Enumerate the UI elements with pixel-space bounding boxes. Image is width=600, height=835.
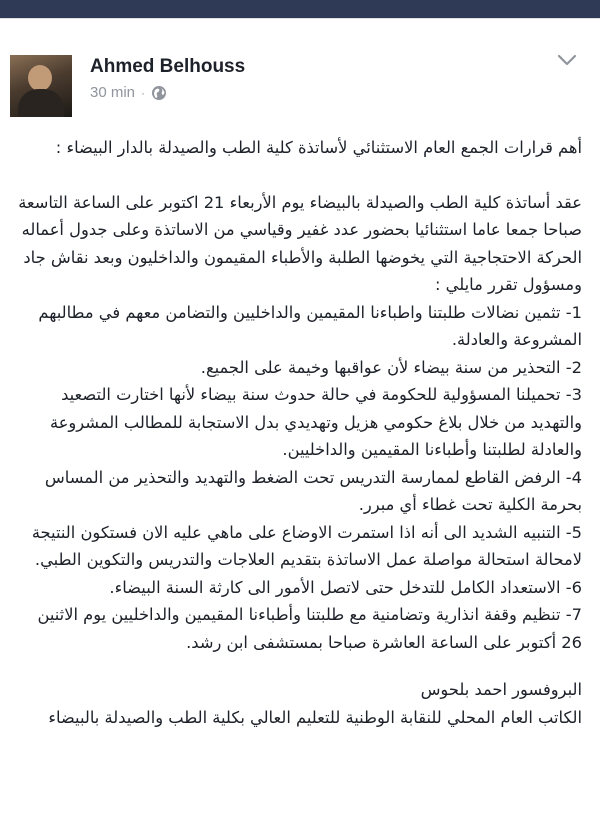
- chevron-down-icon[interactable]: [556, 52, 578, 68]
- decision-item: 5- التنبيه الشديد الى أنه اذا استمرت الاوضاع على ماهي عليه الان فستكون النتيجة لامحالة استحالة مواصلة عمل الاساتذة بتقديم العلاجات والتدريس والتكوين الطبي.: [31, 522, 582, 569]
- globe-icon[interactable]: [151, 85, 167, 101]
- post-intro: عقد أساتذة كلية الطب والصيدلة بالبيضاء يوم الأربعاء 21 اكتوبر على الساعة التاسعة صباحا جمعا عاما استثنائيا بحضور عدد غفير وقياسي من الاساتذة وعلى جدول أعماله الحركة الاحتجاجية التي يخوضها الطلبة والأطباء المقيمون والداخليون وبعد نقاش جاد ومسؤول تقرر مايلي :: [18, 192, 582, 294]
- signature-name: البروفسور احمد بلحوس: [420, 680, 582, 699]
- signature-role: الكاتب العام المحلي للنقابة الوطنية للتعليم العالي بكلية الطب والصيدلة بالبيضاء: [48, 707, 582, 727]
- decision-item: 6- الاستعداد الكامل للتدخل حتى لاتصل الأمور الى كارثة السنة البيضاء.: [109, 577, 582, 597]
- app-top-bar: [0, 0, 600, 18]
- post-body: [14, 134, 582, 731]
- meta-separator: ·: [141, 85, 146, 100]
- post-meta: [90, 84, 167, 101]
- post-title: أهم قرارات الجمع العام الاستثنائي لأساتذة كلية الطب والصيدلة بالدار البيضاء :: [55, 138, 582, 157]
- avatar-head: [28, 65, 52, 91]
- author-name[interactable]: Ahmed Belhouss: [90, 56, 246, 77]
- decision-item: 4- الرفض القاطع لممارسة التدريس تحت الضغط والتهديد والتحذير من المساس بحرمة الكلية تحت غطاء أي مبرر.: [44, 467, 582, 514]
- decision-item: 1- تثمين نضالات طلبتنا واطباءنا المقيمين والداخليين والتضامن معهم في مطالبهم المشروعة والعادلة.: [38, 302, 582, 349]
- decision-item: 3- تحميلنا المسؤولية للحكومة في حالة حدوث سنة بيضاء لأنها اختارت التصعيد والتهديد من خلال بلاغ حكومي هزيل وتهديدي بدل الاستجابة للمطالب المشروعة والعادلة لطلبتنا وأطباءنا المقيمين والداخليين.: [49, 385, 582, 459]
- post-time[interactable]: 30 min: [90, 84, 136, 101]
- avatar-body: [18, 89, 64, 117]
- decision-item: 2- التحذير من سنة بيضاء لأن عواقبها وخيمة على الجميع.: [200, 357, 582, 377]
- decision-item: 7- تنظيم وقفة انذارية وتضامنية مع طلبتنا وأطباءنا المقيمين والداخليين يوم الاثنين 26 أكتوبر على الساعة العاشرة صباحا بمستشفى ابن رشد.: [37, 605, 582, 652]
- avatar[interactable]: [10, 55, 72, 117]
